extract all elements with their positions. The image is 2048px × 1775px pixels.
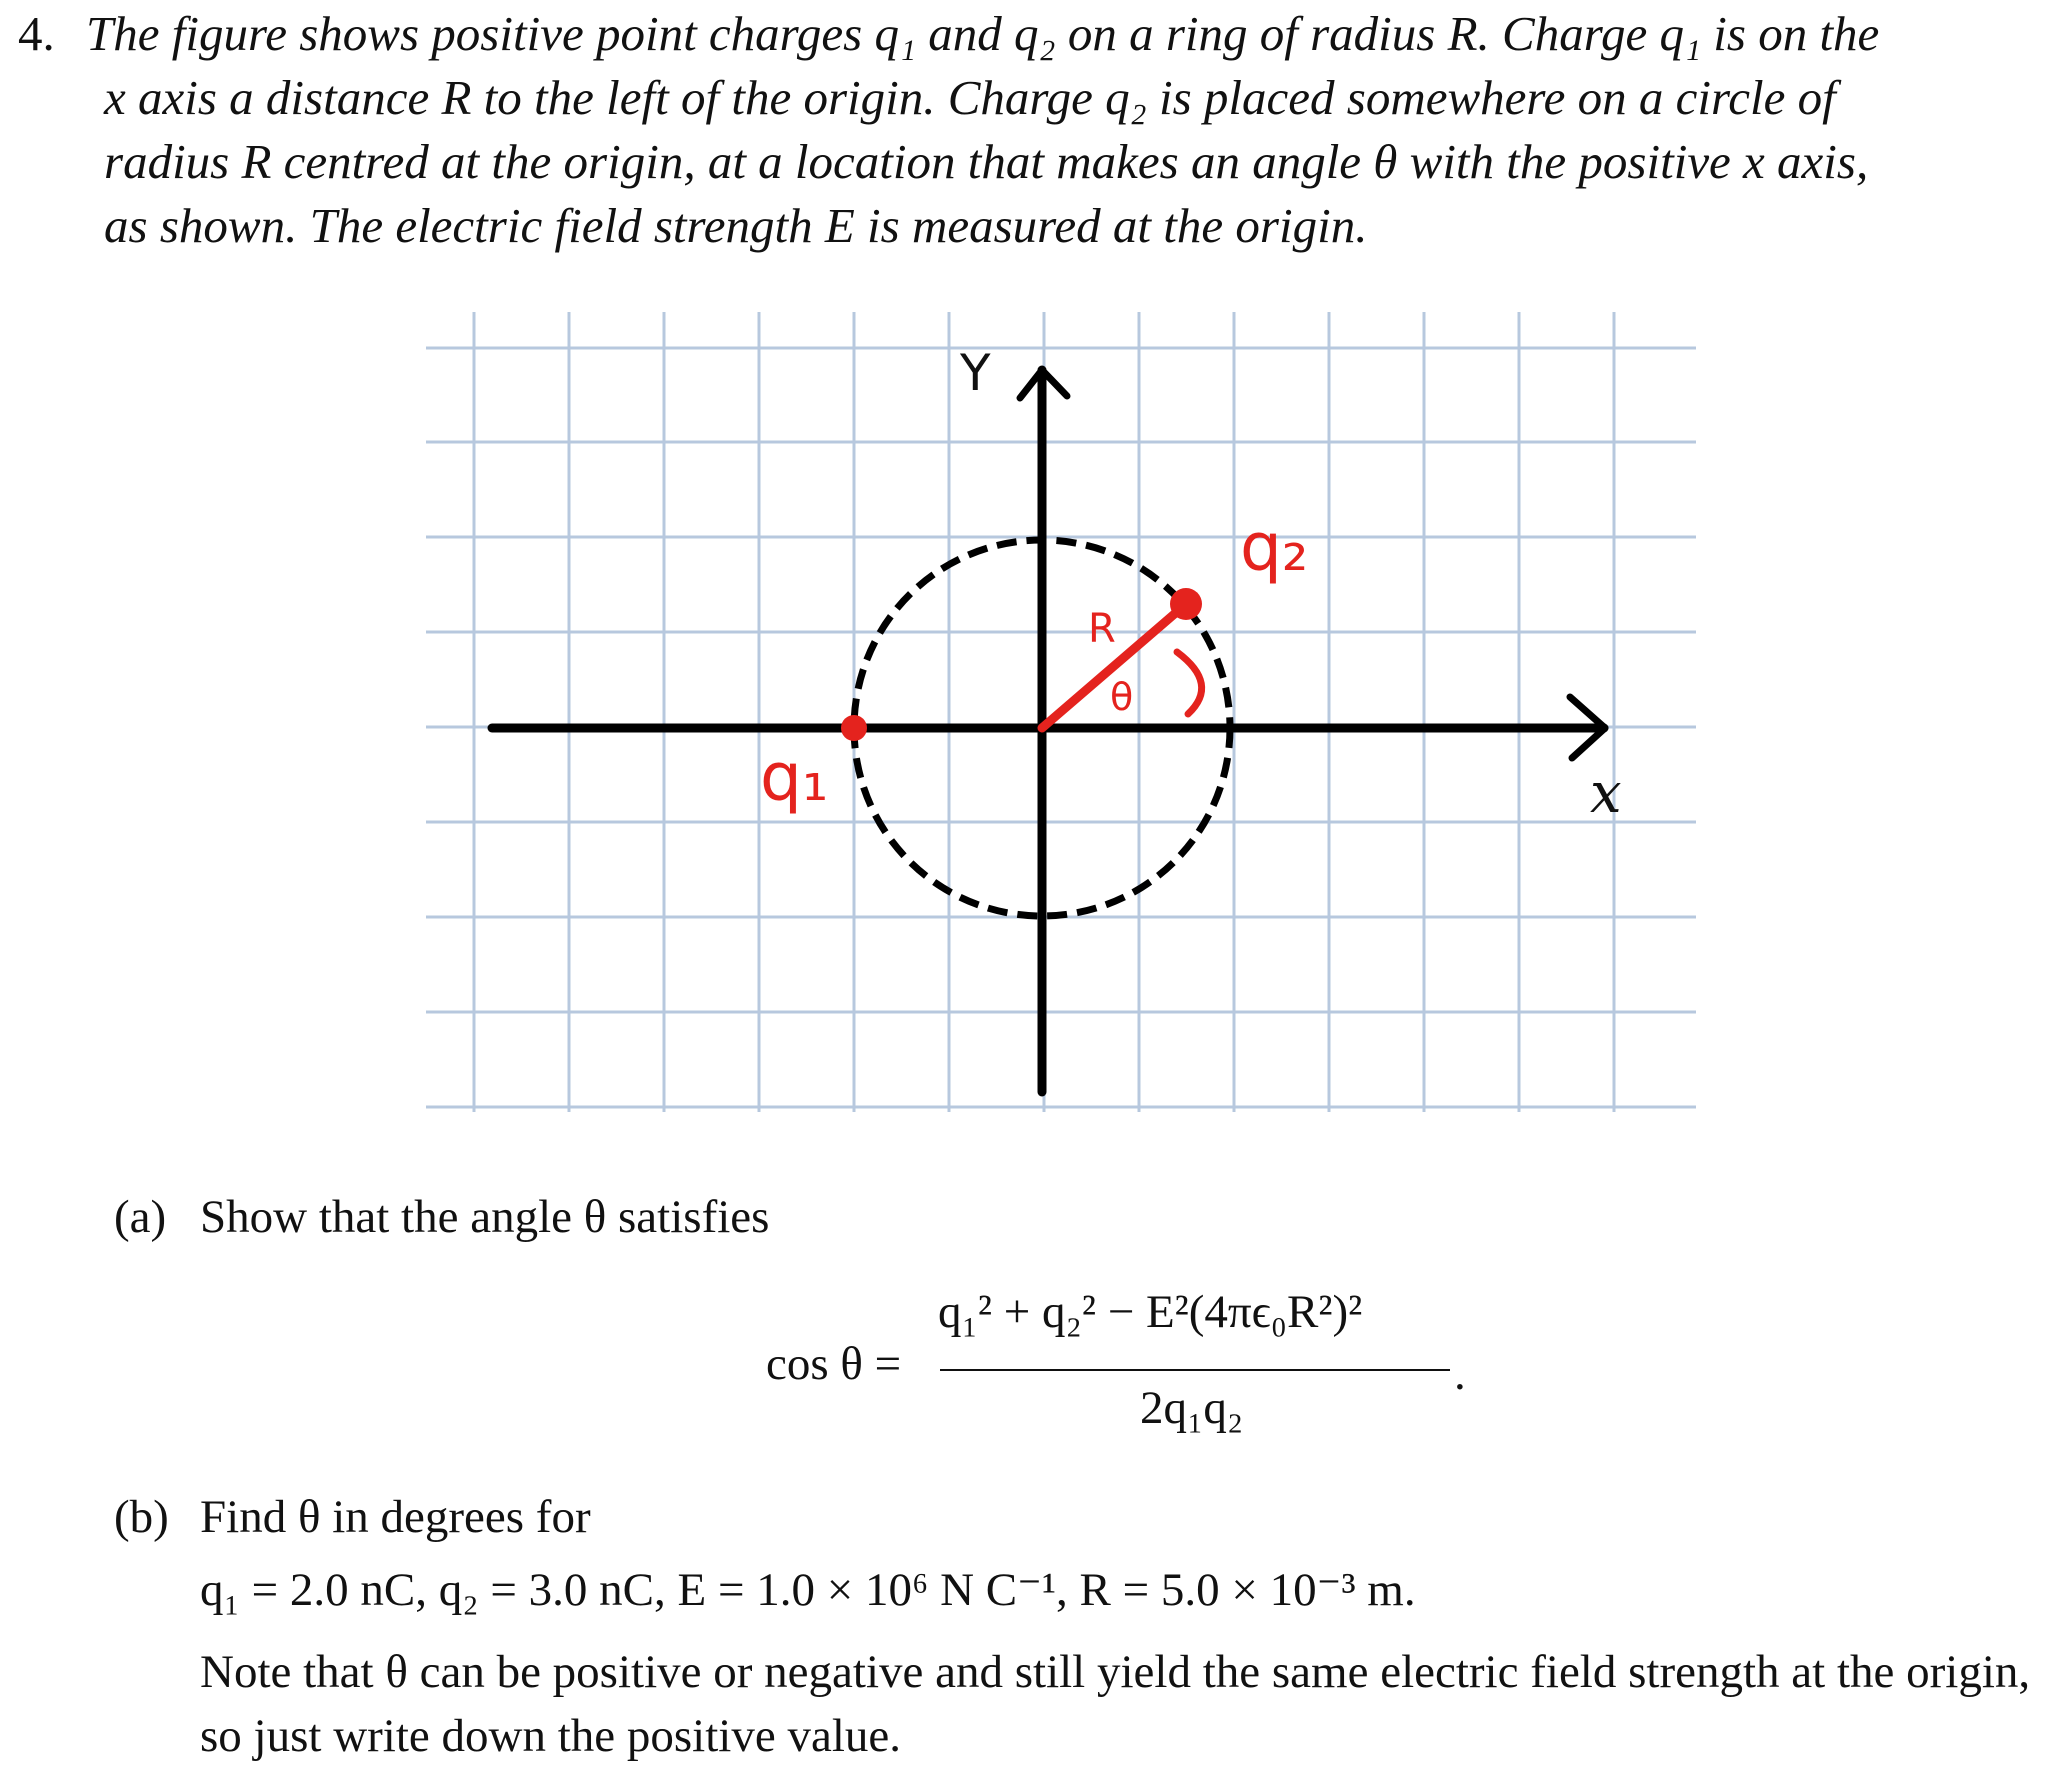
angle-label: θ xyxy=(1110,675,1134,719)
problem-number: 4. xyxy=(18,6,55,61)
given-values: q₁ = 2.0 nC, q₂ = 3.0 nC, E = 1.0 × 10⁶ N C⁻¹, R = 5.0 × 10⁻³ m. xyxy=(200,1564,1416,1616)
y-axis-label: Y xyxy=(960,344,991,402)
charge-q1-label: q₁ xyxy=(760,739,829,816)
equation-period: . xyxy=(1454,1348,1466,1400)
part-a-label: (a) xyxy=(114,1191,167,1243)
equation-lhs: cos θ = xyxy=(766,1338,902,1390)
part-b-label: (b) xyxy=(114,1491,169,1543)
intro-line-1: The figure shows positive point charges q₁ and q₂ on a ring of radius R. Charge q₁ is on the xyxy=(86,6,1880,61)
angle-arc xyxy=(1177,652,1202,714)
part-b-note: Note that θ can be positive or negative and still yield the same electric field strength at the origin, so just write down the positive value. xyxy=(200,1646,2031,1762)
charge-q1-dot xyxy=(841,715,867,741)
part-b-text: Find θ in degrees for xyxy=(200,1491,591,1543)
intro-line-3: radius R centred at the origin, at a location that makes an angle θ with the positive x axis, xyxy=(104,134,1869,189)
intro-line-2: x axis a distance R to the left of the origin. Charge q₂ is placed somewhere on a circle of xyxy=(104,70,1836,125)
radius-label: R xyxy=(1088,606,1116,652)
equation-numerator: q₁² + q₂² − E²(4πϵ₀R²)² xyxy=(938,1286,1363,1338)
equation-denominator: 2q₁q₂ xyxy=(1140,1382,1244,1434)
charge-ring-figure xyxy=(420,312,1700,1112)
x-axis-label: x xyxy=(1590,761,1622,826)
charge-q2-label: q₂ xyxy=(1240,509,1309,586)
intro-line-4: as shown. The electric field strength E is measured at the origin. xyxy=(104,198,1368,253)
charge-q2-dot xyxy=(1170,588,1202,620)
part-a-text: Show that the angle θ satisfies xyxy=(200,1191,770,1243)
fraction-bar xyxy=(940,1369,1450,1371)
cos-theta-equation xyxy=(760,1285,1466,1445)
